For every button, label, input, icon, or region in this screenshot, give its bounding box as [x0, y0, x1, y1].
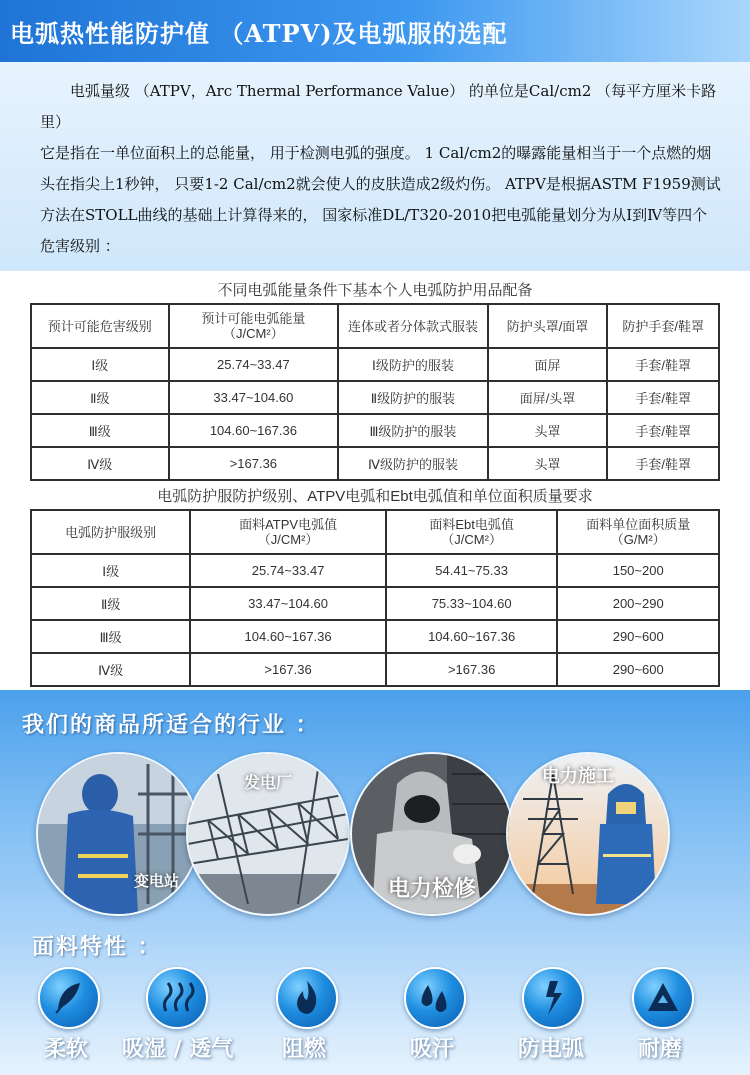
intro-line: 头在指尖上1秒钟， 只要1-2 Cal/cm2就会使人的皮肤造成2级灼伤。 ATPV是根据ASTM F1959测试: [40, 175, 721, 193]
table-row: [31, 554, 719, 587]
table-cell: Ⅰ级: [31, 348, 169, 381]
table-cell: >167.36: [169, 447, 339, 480]
table-cell: 33.47~104.60: [169, 381, 339, 414]
table-cell: Ⅳ级防护的服装: [338, 447, 487, 480]
table-cell: 面屏: [488, 348, 608, 381]
circle-label: 电力施工: [542, 766, 614, 787]
table-header-cell: 电弧防护服级别: [31, 510, 190, 554]
table1-title: 不同电弧能量条件下基本个人电弧防护用品配备: [217, 282, 533, 299]
table-row: [31, 414, 719, 447]
table-cell: 75.33~104.60: [386, 587, 558, 620]
header-unit: （J/CM²）: [441, 532, 502, 547]
table-header-cell: [169, 304, 339, 348]
header-line: 面料单位面积质量: [586, 517, 691, 532]
table-row: [31, 381, 719, 414]
table-row: [31, 587, 719, 620]
table-cell: Ⅳ级: [31, 447, 169, 480]
table-cell: 25.74~33.47: [190, 554, 386, 587]
header-line: 面料Ebt电弧值: [429, 517, 514, 532]
feather-icon: [38, 967, 100, 1029]
table-row: [31, 653, 719, 686]
table-cell: Ⅲ级: [31, 414, 169, 447]
table-cell: Ⅱ级防护的服装: [338, 381, 487, 414]
table-header-cell: [557, 510, 719, 554]
feature-label: 吸汗: [410, 1036, 455, 1062]
table-cell: 手套/鞋罩: [607, 348, 719, 381]
table-header-row: [31, 510, 719, 554]
header-unit: （J/CM²）: [257, 532, 319, 547]
droplets-icon: [404, 967, 466, 1029]
substation-worker-photo: [36, 752, 200, 916]
table-cell: 手套/鞋罩: [607, 414, 719, 447]
table-cell: 手套/鞋罩: [607, 447, 719, 480]
intro-line: 电弧量级 （ATPV，Arc Thermal Performance Value） 的单位是Cal/cm2 （每平方厘米卡路里）: [40, 82, 717, 131]
table-cell: Ⅲ级防护的服装: [338, 414, 487, 447]
table-cell: 104.60~167.36: [190, 620, 386, 653]
table-row: [31, 348, 719, 381]
suit-requirements-table: [30, 509, 720, 687]
table-header-cell: [386, 510, 558, 554]
table-row: [31, 447, 719, 480]
table-cell: 面屏/头罩: [488, 381, 608, 414]
table-cell: 104.60~167.36: [169, 414, 339, 447]
table-cell: 150~200: [557, 554, 719, 587]
page-title: 电弧热性能防护值 （ATPV)及电弧服的选配: [10, 19, 508, 48]
industries-heading: 我们的商品所适合的行业 ：: [22, 712, 320, 738]
feature-label: 吸湿 / 透气: [122, 1036, 234, 1062]
table-header-cell: 防护手套/鞋罩: [607, 304, 719, 348]
feature-label: 耐磨: [638, 1036, 683, 1062]
transmission-tower-photo: [506, 752, 670, 916]
intro-line: 它是指在一单位面积上的总能量， 用于检测电弧的强度。 1 Cal/cm2的曝露能量相当于一个点燃的烟: [40, 144, 712, 162]
vapor-waves-icon: [146, 967, 208, 1029]
header-line: 预计可能电弧能量: [201, 311, 306, 326]
protection-equipment-table: [30, 303, 720, 481]
table-cell: Ⅳ级: [31, 653, 190, 686]
header-unit: （G/M²）: [610, 532, 666, 547]
feature-label: 柔软: [44, 1036, 89, 1062]
feature-label: 防电弧: [518, 1036, 585, 1062]
table-cell: >167.36: [386, 653, 558, 686]
mountain-triangle-icon: [632, 967, 694, 1029]
intro-line: 方法在STOLL曲线的基础上计算得来的， 国家标准DL/T320-2010把电弧能量划分为从Ⅰ到Ⅳ等四个: [40, 206, 708, 224]
table-cell: Ⅰ级: [31, 554, 190, 587]
table-cell: 104.60~167.36: [386, 620, 558, 653]
table-header-cell: 连体或者分体款式服装: [338, 304, 487, 348]
table-cell: 290~600: [557, 653, 719, 686]
table-header-cell: [190, 510, 386, 554]
table-cell: >167.36: [190, 653, 386, 686]
table-header-row: [31, 304, 719, 348]
industries-section: [0, 690, 750, 1075]
table-cell: Ⅱ级: [31, 587, 190, 620]
table-cell: 25.74~33.47: [169, 348, 339, 381]
table-cell: 头罩: [488, 447, 608, 480]
feature-label: 阻燃: [282, 1036, 327, 1062]
table-header-cell: 防护头罩/面罩: [488, 304, 608, 348]
table-cell: 290~600: [557, 620, 719, 653]
table-cell: Ⅲ级: [31, 620, 190, 653]
header-banner: [0, 0, 750, 62]
lightning-icon: [522, 967, 584, 1029]
circle-label: 电力检修: [388, 876, 477, 902]
circle-label: 发电厂: [244, 773, 293, 792]
tables-section: [0, 270, 750, 691]
table-header-cell: 预计可能危害级别: [31, 304, 169, 348]
table-cell: 头罩: [488, 414, 608, 447]
intro-section: [0, 62, 750, 270]
header-unit: （J/CM²）: [223, 326, 284, 341]
circle-label: 变电站: [134, 872, 180, 890]
maintenance-worker-photo: [350, 752, 514, 916]
table2-title: 电弧防护服防护级别、ATPV电弧和Ebt电弧值和单位面积质量要求: [157, 488, 593, 505]
table-cell: Ⅰ级防护的服装: [338, 348, 487, 381]
table-cell: 手套/鞋罩: [607, 381, 719, 414]
table-cell: Ⅱ级: [31, 381, 169, 414]
power-plant-structure-photo: [186, 752, 350, 916]
table-cell: 200~290: [557, 587, 719, 620]
table-cell: 33.47~104.60: [190, 587, 386, 620]
table-row: [31, 620, 719, 653]
intro-line: 危害级别 ：: [40, 237, 120, 255]
flame-icon: [276, 967, 338, 1029]
intro-paragraph: [40, 76, 730, 262]
table-cell: 54.41~75.33: [386, 554, 558, 587]
header-line: 面料ATPV电弧值: [239, 517, 338, 532]
features-heading: 面料特性 ：: [32, 934, 162, 960]
